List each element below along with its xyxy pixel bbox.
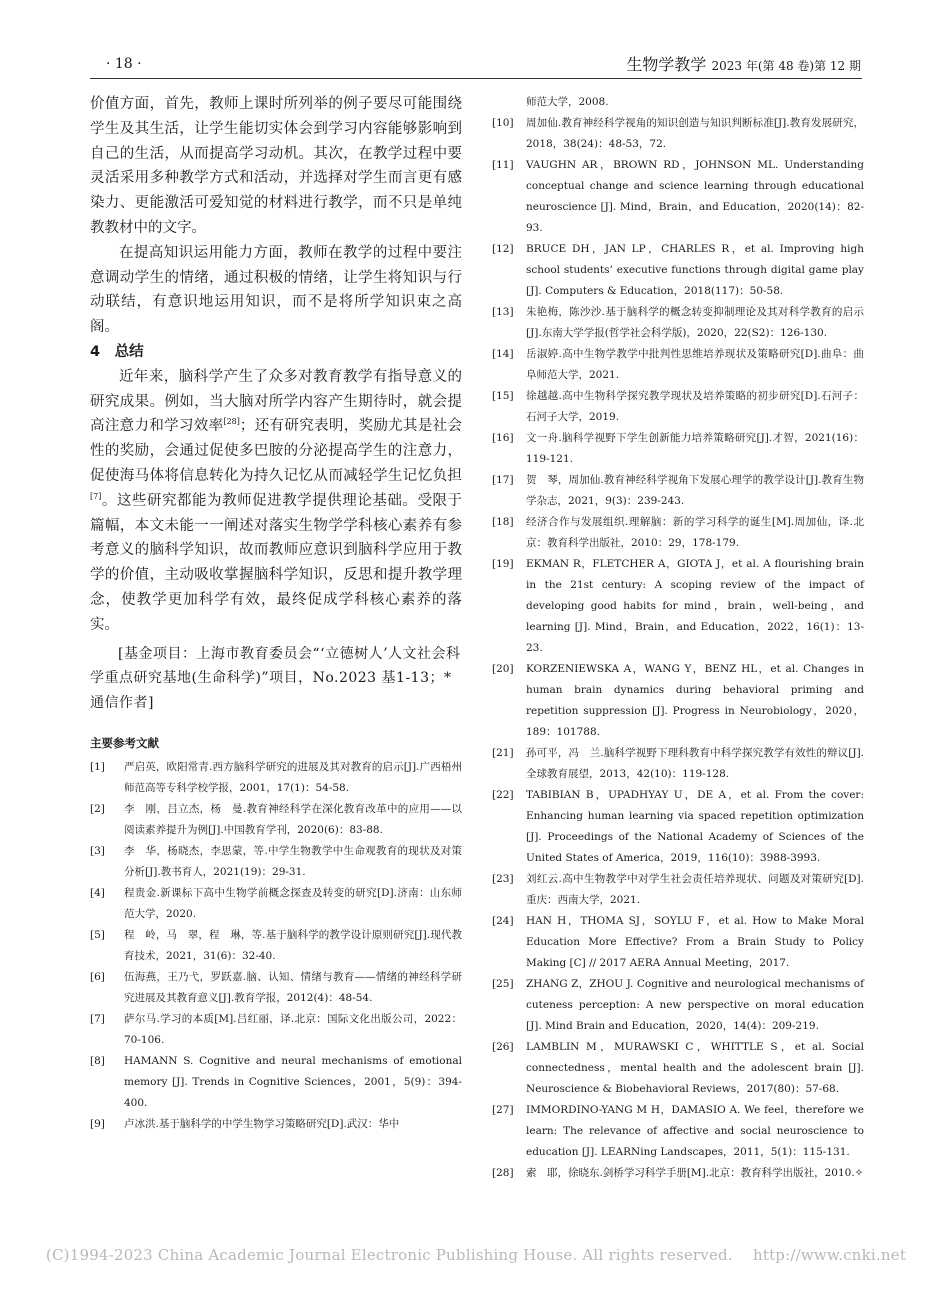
reference-text: LAMBLIN M，MURAWSKI C，WHITTLE S，et al. Social connectedness，mental health and the adolescent brain [J]. Neuroscience & Biobehavioral Reviews，2017(80)：57-68.	[526, 1041, 864, 1095]
reference-item	[492, 113, 864, 155]
reference-text: 严启英，欧阳常青.西方脑科学研究的进展及其对教育的启示[J].广西梧州师范高等专科学校学报，2001，17(1)：54-58.	[124, 761, 462, 795]
reference-item	[492, 743, 864, 785]
reference-item	[492, 554, 864, 659]
summary-text-c: 。这些研究都能为教师促进教学提供理论基础。受限于篇幅，本文未能一一阐述对落实生物学学科核心素养有参考意义的脑科学知识，故而教师应意识到脑科学应用于教学的价值，主动吸收掌握脑科学知识，反思和提升教学理念，使教学更加科学有效，最终促成学科核心素养的落实。	[90, 492, 462, 633]
reference-number: [14]	[492, 348, 514, 360]
right-column	[492, 92, 864, 1184]
reference-item	[90, 1114, 462, 1135]
reference-continuation	[492, 92, 864, 113]
reference-item	[492, 302, 864, 344]
journal-header	[626, 52, 861, 75]
paragraph-summary	[90, 365, 462, 638]
reference-item	[492, 1100, 864, 1163]
references-right	[492, 113, 864, 1184]
reference-number: [3]	[90, 845, 105, 858]
reference-item	[492, 386, 864, 428]
reference-text: EKMAN R，FLETCHER A，GIOTA J，et al. A flourishing brain in the 21st century: A scoping review of the impact of developing good habits for mind，brain，well-being，and learning [J]. Mind，Brain，and Education，2022，16(1)：13-23.	[526, 558, 864, 654]
reference-item	[492, 344, 864, 386]
header-rule	[90, 78, 862, 79]
reference-item	[90, 925, 462, 967]
references-title: 主要参考文献	[90, 736, 159, 751]
reference-item	[492, 911, 864, 974]
reference-number: [2]	[90, 803, 105, 816]
reference-number: [10]	[492, 117, 514, 129]
reference-item	[492, 155, 864, 239]
journal-issue: 2023 年(第 48 卷)第 12 期	[711, 59, 861, 73]
fund-note: [基金项目：上海市教育委员会“‘立德树人’人文社会科学重点研究基地(生命科学)”项目，No.2023 基1-13；* 通信作者]	[90, 645, 461, 711]
reference-text: 徐越越.高中生物科学探究教学现状及培养策略的初步研究[D].石河子：石河子大学，2019.	[526, 390, 864, 423]
reference-text: 程 岭，马 翠，程 琳，等.基于脑科学的教学设计原则研究[J].现代教育技术，2021，31(6)：32-40.	[124, 929, 462, 963]
reference-text: TABIBIAN B，UPADHYAY U，DE A，et al. From the cover: Enhancing human learning via spaced repetition optimization [J]. Proceedings of the National Academy of Sciences of the United States of America，2019，116(10)：3988-3993.	[526, 789, 864, 864]
reference-item	[90, 757, 462, 799]
reference-number: [16]	[492, 432, 514, 444]
reference-text: HAN H，THOMA SJ，SOYLU F，et al. How to Make Moral Education More Effective? From a Brain Study to Policy Making [C] // 2017 AERA Annual Meeting，2017.	[526, 915, 864, 969]
reference-text: 萨尔马.学习的本质[M].吕红丽，译.北京：国际文化出版公司，2022：70-106.	[124, 1013, 462, 1047]
reference-number: [22]	[492, 789, 514, 801]
summary-text-b: ；还有研究表明，奖励尤其是社会性的奖励，会通过促使多巴胺的分泌提高学生的注意力，促使海马体将信息转化为持久记忆从而减轻学生记忆负担	[90, 418, 463, 484]
reference-text: 刘红云.高中生物教学中对学生社会责任培养现状、问题及对策研究[D].重庆：西南大学，2021.	[526, 873, 864, 906]
reference-number: [26]	[492, 1041, 514, 1053]
reference-text: 朱艳梅，陈沙沙.基于脑科学的概念转变抑制理论及其对科学教育的启示[J].东南大学学报(哲学社会科学版)，2020，22(S2)：126-130.	[526, 306, 864, 339]
reference-number: [6]	[90, 971, 105, 984]
reference-number: [9]	[90, 1118, 105, 1131]
reference-text: 程贵金.新课标下高中生物学前概念探查及转变的研究[D].济南：山东师范大学，2020.	[124, 887, 462, 921]
reference-number: [15]	[492, 390, 514, 402]
reference-text: 师范大学，2008.	[526, 96, 609, 108]
reference-number: [20]	[492, 663, 514, 675]
reference-text: 经济合作与发展组织.理解脑：新的学习科学的诞生[M].周加仙，译.北京：教育科学出版社，2010：29，178-179.	[526, 516, 864, 549]
reference-number: [7]	[90, 1013, 105, 1026]
reference-text: BRUCE DH，JAN LP，CHARLES R，et al. Improving high school students’ executive functions through digital game play [J]. Computers & Education，2018(117)：50-58.	[526, 243, 864, 297]
reference-item	[90, 1009, 462, 1051]
summary-text-a: 近年来，脑科学产生了众多对教育教学有指导意义的研究成果。例如，当大脑对所学内容产生期待时，就会提高注意力和学习效率	[90, 368, 462, 435]
reference-item	[492, 785, 864, 869]
left-column	[90, 92, 462, 1135]
journal-title: 生物学教学	[626, 55, 707, 74]
reference-text: HAMANN S. Cognitive and neural mechanisms of emotional memory [J]. Trends in Cognitive Sciences，2001，5(9)：394-400.	[124, 1055, 462, 1110]
reference-number: [28]	[492, 1167, 514, 1179]
reference-number: [19]	[492, 558, 514, 570]
reference-number: [25]	[492, 978, 514, 990]
reference-text: 李 刚，吕立杰，杨 曼.教育神经科学在深化教育改革中的应用——以阅读素养提升为例[J].中国教育学刊，2020(6)：83-88.	[124, 803, 462, 837]
reference-number: [8]	[90, 1055, 105, 1068]
reference-text: 岳淑婷.高中生物学教学中批判性思维培养现状及策略研究[D].曲阜：曲阜师范大学，2021.	[526, 348, 864, 381]
reference-text: 卢冰洪.基于脑科学的中学生物学习策略研究[D].武汉：华中	[124, 1118, 400, 1131]
section-heading-summary: 4 总结	[90, 343, 144, 360]
citation-28: [28]	[223, 417, 240, 427]
references-left	[90, 757, 462, 1135]
reference-text: 索 耶，徐晓东.剑桥学习科学手册[M].北京：教育科学出版社，2010.✧	[526, 1167, 864, 1179]
reference-text: 贺 琴，周加仙.教育神经科学视角下发展心理学的教学设计[J].教育生物学杂志，2021，9(3)：239-243.	[526, 474, 864, 507]
reference-text: 文一舟.脑科学视野下学生创新能力培养策略研究[J].才智，2021(16)：119-121.	[526, 432, 864, 465]
reference-item	[492, 512, 864, 554]
reference-number: [12]	[492, 243, 514, 255]
reference-item	[492, 1163, 864, 1184]
reference-item	[492, 428, 864, 470]
reference-number: [11]	[492, 159, 514, 171]
copyright-footer: (C)1994-2023 China Academic Journal Electronic Publishing House. All rights reserved. http://www.cnki.net	[45, 1246, 907, 1264]
reference-item	[90, 883, 462, 925]
reference-item	[492, 1037, 864, 1100]
reference-number: [24]	[492, 915, 514, 927]
reference-number: [18]	[492, 516, 514, 528]
reference-number: [27]	[492, 1104, 514, 1116]
reference-number: [4]	[90, 887, 105, 900]
reference-item	[492, 470, 864, 512]
reference-number: [5]	[90, 929, 105, 942]
reference-text: 伍海燕，王乃弋，罗跃嘉.脑、认知、情绪与教育——情绪的神经科学研究进展及其教育意义[J].教育学报，2012(4)：48-54.	[124, 971, 462, 1005]
page-number: · 18 ·	[106, 56, 142, 72]
reference-text: 李 华，杨晓杰，李思蒙，等.中学生物教学中生命观教育的现状及对策分析[J].教书育人，2021(19)：29-31.	[124, 845, 462, 879]
reference-item	[492, 239, 864, 302]
reference-number: [17]	[492, 474, 514, 486]
reference-text: IMMORDINO-YANG M H，DAMASIO A. We feel，therefore we learn: The relevance of affective and social neuroscience to education [J]. LEARNing Landscapes，2011，5(1)：115-131.	[526, 1104, 864, 1158]
reference-item	[492, 659, 864, 743]
reference-item	[90, 841, 462, 883]
reference-text: 周加仙.教育神经科学视角的知识创造与知识判断标准[J].教育发展研究，2018，38(24)：48-53，72.	[526, 117, 864, 150]
reference-item	[492, 869, 864, 911]
paragraph-value: 价值方面，首先，教师上课时所列举的例子要尽可能围绕学生及其生活，让学生能切实体会到学习内容能够影响到自己的生活，从而提高学习动机。其次，在教学过程中要灵活采用多种教学方式和活动，并选择对学生而言更有感染力、更能激活可爱知觉的材料进行教学，而不只是单纯教教材中的文字。	[90, 96, 462, 236]
reference-number: [23]	[492, 873, 514, 885]
paragraph-application: 在提高知识运用能力方面，教师在教学的过程中要注意调动学生的情绪，通过积极的情绪，让学生将知识与行动联结，有意识地运用知识，而不是将所学知识束之高阁。	[90, 244, 462, 336]
reference-text: VAUGHN AR，BROWN RD，JOHNSON ML. Understanding conceptual change and science learning through educational neuroscience [J]. Mind，Brain，and Education，2020(14)：82-93.	[526, 159, 864, 234]
reference-number: [13]	[492, 306, 514, 318]
reference-number: [1]	[90, 761, 105, 774]
reference-text: ZHANG Z，ZHOU J. Cognitive and neurological mechanisms of cuteness perception: A new perspective on moral education [J]. Mind Brain and Education，2020，14(4)：209-219.	[526, 978, 864, 1032]
reference-item	[90, 967, 462, 1009]
reference-text: KORZENIEWSKA A，WANG Y，BENZ HL，et al. Changes in human brain dynamics during behavioral priming and repetition suppression [J]. Progress in Neurobiology，2020，189：101788.	[526, 663, 864, 738]
reference-text: 孙可平，冯 兰.脑科学视野下理科教育中科学探究教学有效性的辩议[J].全球教育展望，2013，42(10)：119-128.	[526, 747, 864, 780]
reference-number: [21]	[492, 747, 514, 759]
reference-item	[90, 1051, 462, 1114]
reference-item	[90, 799, 462, 841]
reference-item	[492, 974, 864, 1037]
citation-7: [7]	[90, 491, 102, 501]
